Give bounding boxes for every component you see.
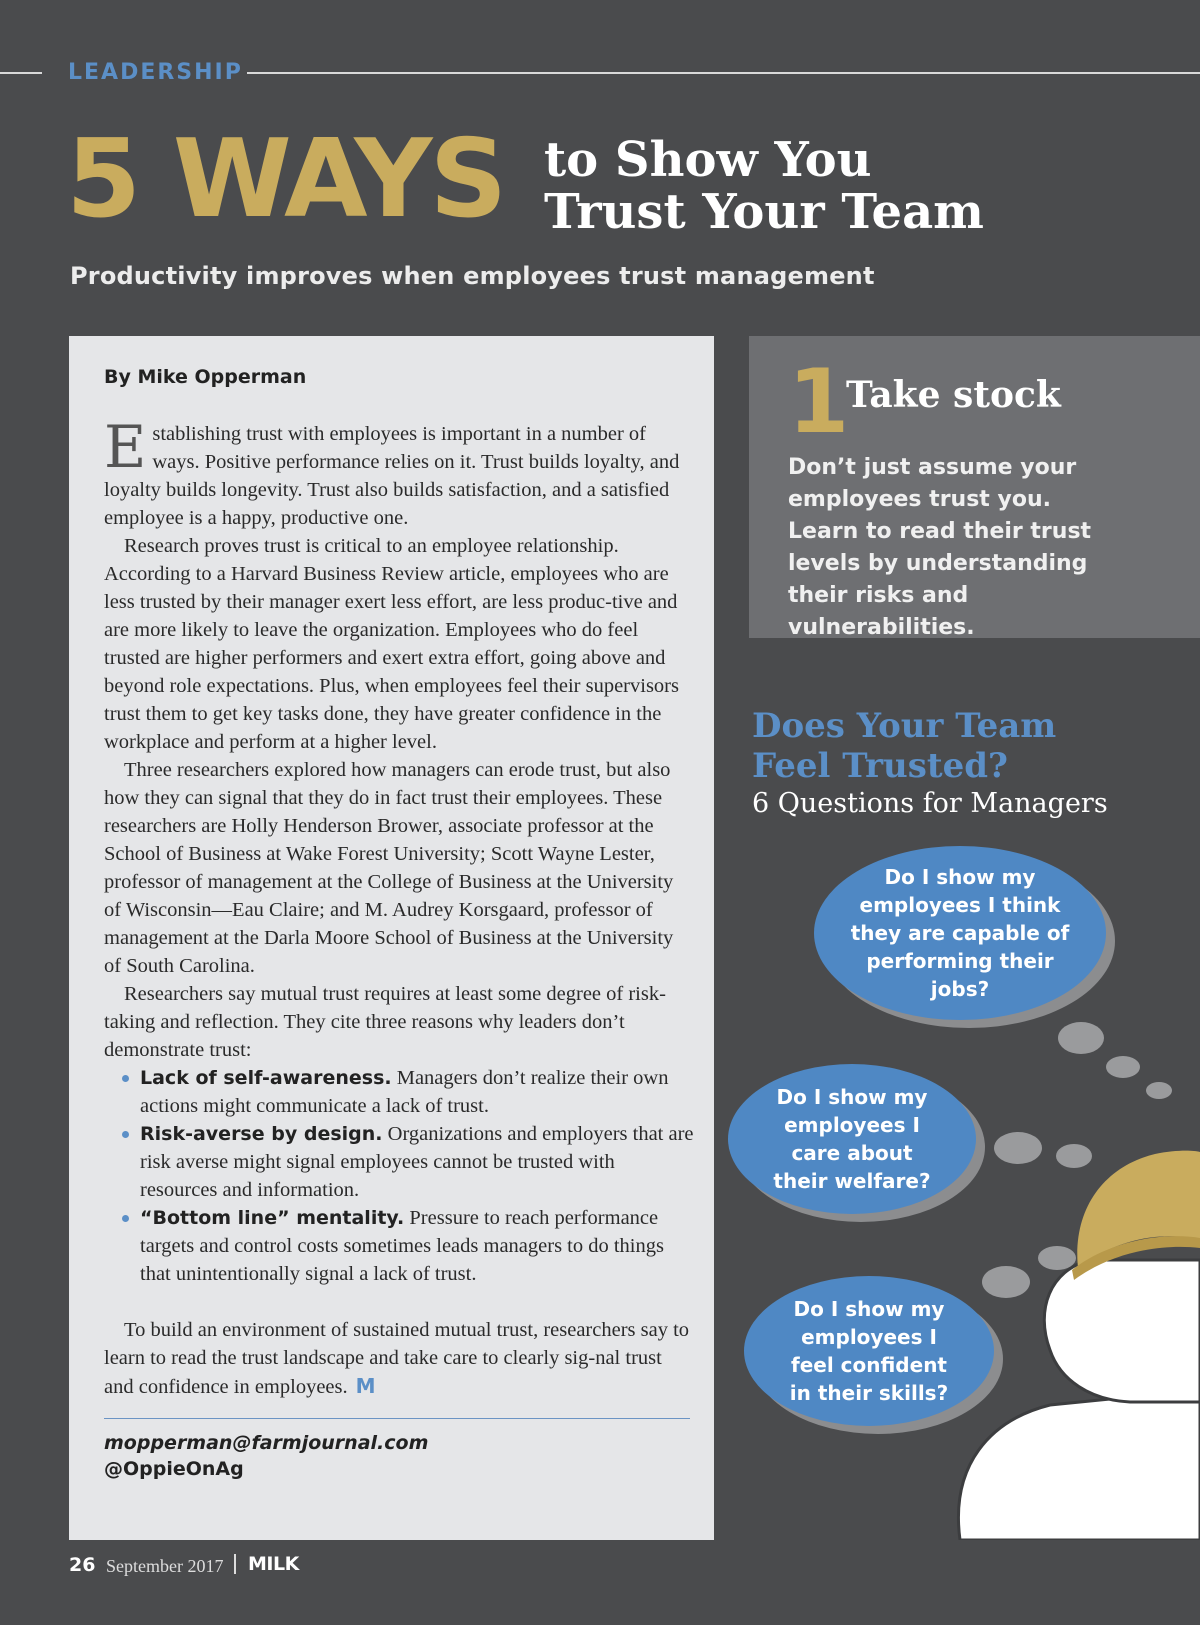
title-right	[544, 134, 984, 238]
magazine-name: MILK	[248, 1553, 299, 1575]
thought-dot	[1106, 1056, 1140, 1078]
bullet-text: Managers don’t realize their own actions might communicate a lack of trust.	[140, 1067, 669, 1117]
bullet-heading: Risk-averse by design.	[140, 1123, 383, 1145]
bullet-item	[140, 1120, 694, 1204]
sidebar-heading	[752, 706, 1056, 786]
sidebar-heading-line-2: Feel Trusted?	[752, 746, 1008, 786]
question-bubble	[728, 1064, 976, 1214]
bullet-item	[140, 1064, 694, 1120]
thought-dot	[1146, 1082, 1172, 1099]
title-line-2: Trust Your Team	[544, 184, 984, 240]
drop-cap: E	[104, 413, 147, 481]
contact-divider	[104, 1418, 690, 1419]
question-bubble	[744, 1276, 994, 1426]
paragraph-5-text: To build an environment of sustained mutual trust, researchers say to learn to read the trust landscape and take care to clearly sig-nal trust and confidence in employees.	[104, 1319, 690, 1398]
paragraph-4: Researchers say mutual trust requires at least some degree of risk-taking and reflection. They cite three reasons why leaders don’t demonstrate trust:	[104, 983, 666, 1061]
title-line-1: to Show You	[544, 132, 872, 188]
thought-dot	[982, 1266, 1030, 1298]
footer-divider	[234, 1554, 236, 1574]
paragraph-1-text: stablishing trust with employees is important in a number of ways. Positive performance relies on it. Trust builds loyalty, and loyalty builds longevity. Trust also builds satisfaction, and a satisfied employee is a happy, productive one.	[104, 423, 680, 529]
bullet-list	[140, 1064, 694, 1288]
question-text: Do I show my employees I feel confident in their skills?	[789, 1297, 949, 1405]
person-shoulders	[958, 1390, 1200, 1540]
thought-dot	[1038, 1246, 1076, 1270]
tip-text: Don’t just assume your employees trust you. Learn to read their trust levels by understanding their risks and vulnerabilities.	[788, 455, 1092, 640]
bullet-item	[140, 1204, 694, 1288]
thought-dot	[1056, 1144, 1092, 1168]
thought-dot	[1058, 1022, 1104, 1054]
tip-title: Take stock	[846, 374, 1061, 416]
issue-date: September 2017	[106, 1556, 224, 1576]
question-bubble	[814, 846, 1106, 1020]
bullet-text: Organizations and employers that are risk averse might signal employees cannot be trusted with resources and information.	[140, 1123, 694, 1201]
article-body	[104, 413, 694, 1401]
author-contact	[104, 1430, 428, 1482]
paragraph-1	[104, 413, 694, 532]
title-big: 5 WAYS	[66, 117, 505, 242]
paragraph-5	[104, 1316, 694, 1401]
end-mark: M	[355, 1374, 376, 1398]
sidebar-subheading: 6 Questions for Managers	[752, 788, 1108, 819]
person-head	[1044, 1260, 1200, 1402]
byline: By Mike Opperman	[104, 366, 307, 388]
sidebar-heading-line-1: Does Your Team	[752, 706, 1057, 746]
bullet-heading: “Bottom line” mentality.	[140, 1207, 405, 1229]
section-rule-right	[247, 72, 1200, 74]
question-text: Do I show my employees I care about their welfare?	[773, 1085, 931, 1193]
author-handle[interactable]: @OppieOnAg	[104, 1458, 244, 1480]
paragraph-3: Three researchers explored how managers can erode trust, but also how they can signal that they do in fact trust their employees. These researchers are Holly Henderson Brower, associate professor at the School of Business at Wake Forest University; Scott Wayne Lester, professor of management at the College of Business at the University of Wisconsin—Eau Claire; and M. Audrey Korsgaard, professor of management at the Darla Moore School of Business at the University of South Carolina.	[104, 759, 674, 977]
paragraph-2: Research proves trust is critical to an employee relationship. According to a Harvard Business Review article, employees who are less trusted by their manager exert less effort, are less produc-tive and are more likely to leave the organization. Employees who do feel trusted are higher performers and exert extra effort, going above and beyond role expectations. Plus, when employees feel their supervisors trust them to get key tasks done, they have greater confidence in the workplace and perform at a higher level.	[104, 535, 679, 753]
section-rule-left	[0, 72, 42, 74]
page-number: 26	[69, 1554, 96, 1576]
subtitle: Productivity improves when employees trust management	[70, 262, 875, 290]
bullet-heading: Lack of self-awareness.	[140, 1067, 392, 1089]
bullet-text: Pressure to reach performance targets and control costs sometimes leads managers to do things that unintentionally signal a lack of trust.	[140, 1207, 664, 1285]
question-text: Do I show my employees I think they are capable of performing their jobs?	[850, 865, 1070, 1001]
thought-dot	[994, 1132, 1042, 1164]
author-email[interactable]: mopperman@farmjournal.com	[104, 1432, 429, 1454]
tip-number: 1	[788, 350, 850, 453]
section-label: LEADERSHIP	[68, 60, 243, 85]
